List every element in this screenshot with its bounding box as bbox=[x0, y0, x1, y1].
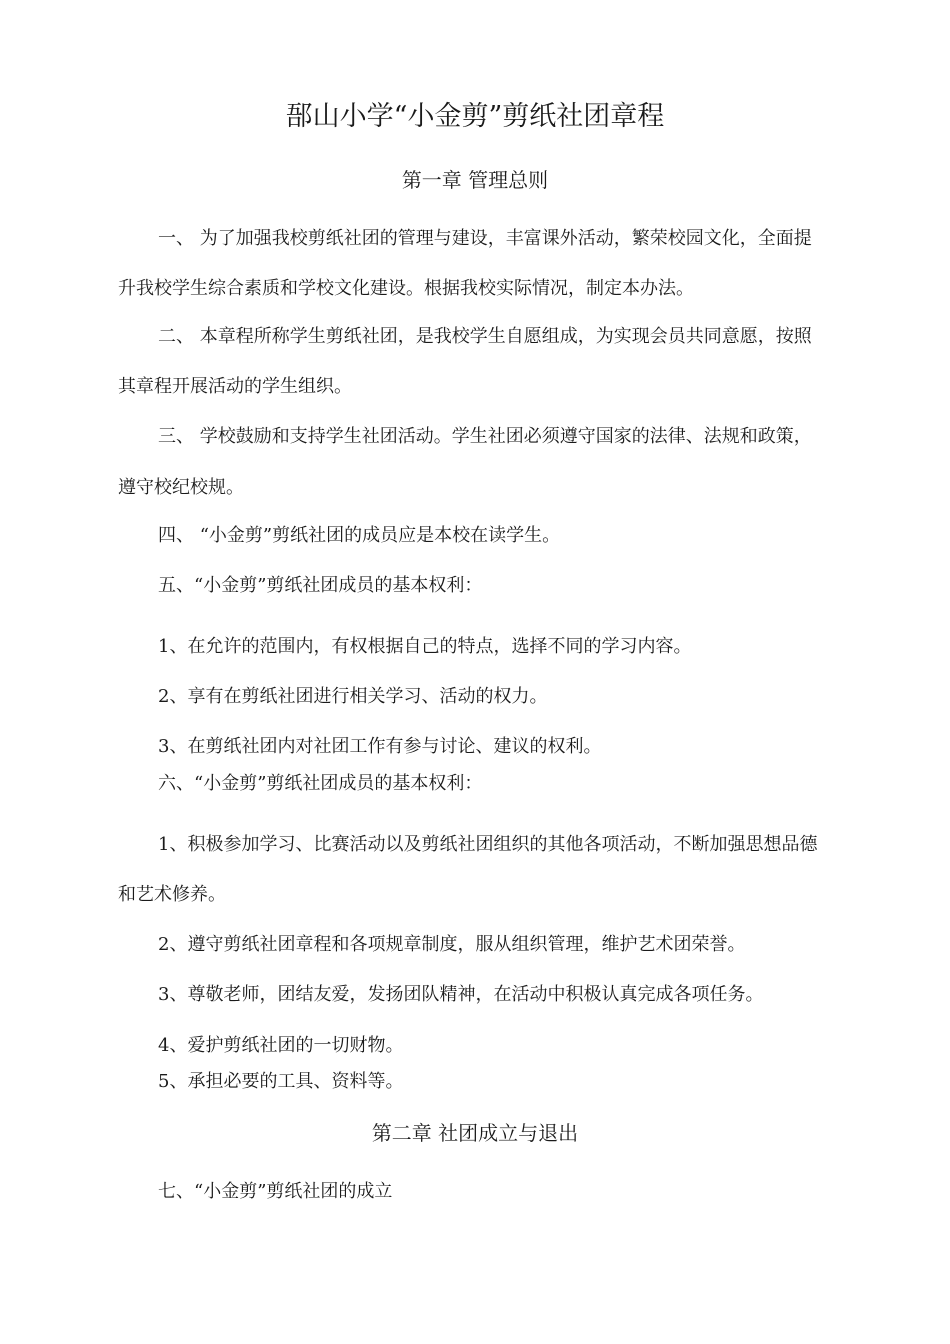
article-2-line-1: 二、 本章程所称学生剪纸社团，是我校学生自愿组成，为实现会员共同意愿，按照 bbox=[158, 326, 812, 347]
article-2-line-2: 其章程开展活动的学生组织。 bbox=[118, 376, 352, 397]
duty-item-3: 3、尊敬老师，团结友爱，发扬团队精神，在活动中积极认真完成各项任务。 bbox=[158, 984, 764, 1005]
right-item-2: 2、享有在剪纸社团进行相关学习、活动的权力。 bbox=[158, 686, 548, 707]
right-item-1: 1、在允许的范围内，有权根据自己的特点，选择不同的学习内容。 bbox=[158, 636, 692, 657]
article-7: 七、“小金剪”剪纸社团的成立 bbox=[158, 1181, 393, 1202]
duty-item-2: 2、遵守剪纸社团章程和各项规章制度，服从组织管理，维护艺术团荣誉。 bbox=[158, 934, 746, 955]
duty-item-4: 4、爱护剪纸社团的一切财物。 bbox=[158, 1035, 404, 1056]
duty-item-1-line-2: 和艺术修养。 bbox=[118, 884, 226, 905]
article-3-line-1: 三、 学校鼓励和支持学生社团活动。学生社团必须遵守国家的法律、法规和政策， bbox=[158, 426, 812, 447]
document-title: 郚山小学“小金剪”剪纸社团章程 bbox=[285, 101, 665, 132]
duty-item-1-line-1: 1、积极参加学习、比赛活动以及剪纸社团组织的其他各项活动，不断加强思想品德 bbox=[158, 834, 818, 855]
article-1-line-1: 一、 为了加强我校剪纸社团的管理与建设，丰富课外活动，繁荣校园文化，全面提 bbox=[158, 228, 812, 249]
duty-item-5: 5、承担必要的工具、资料等。 bbox=[158, 1071, 404, 1092]
chapter-2-heading: 第二章 社团成立与退出 bbox=[371, 1121, 579, 1145]
article-4: 四、 “小金剪”剪纸社团的成员应是本校在读学生。 bbox=[158, 525, 561, 546]
article-1-line-2: 升我校学生综合素质和学校文化建设。根据我校实际情况，制定本办法。 bbox=[118, 278, 694, 299]
article-6: 六、“小金剪”剪纸社团成员的基本权利： bbox=[158, 773, 483, 794]
chapter-1-heading: 第一章 管理总则 bbox=[401, 168, 549, 192]
article-5: 五、“小金剪”剪纸社团成员的基本权利： bbox=[158, 575, 483, 596]
right-item-3: 3、在剪纸社团内对社团工作有参与讨论、建议的权利。 bbox=[158, 736, 602, 757]
article-3-line-2: 遵守校纪校规。 bbox=[118, 477, 244, 498]
